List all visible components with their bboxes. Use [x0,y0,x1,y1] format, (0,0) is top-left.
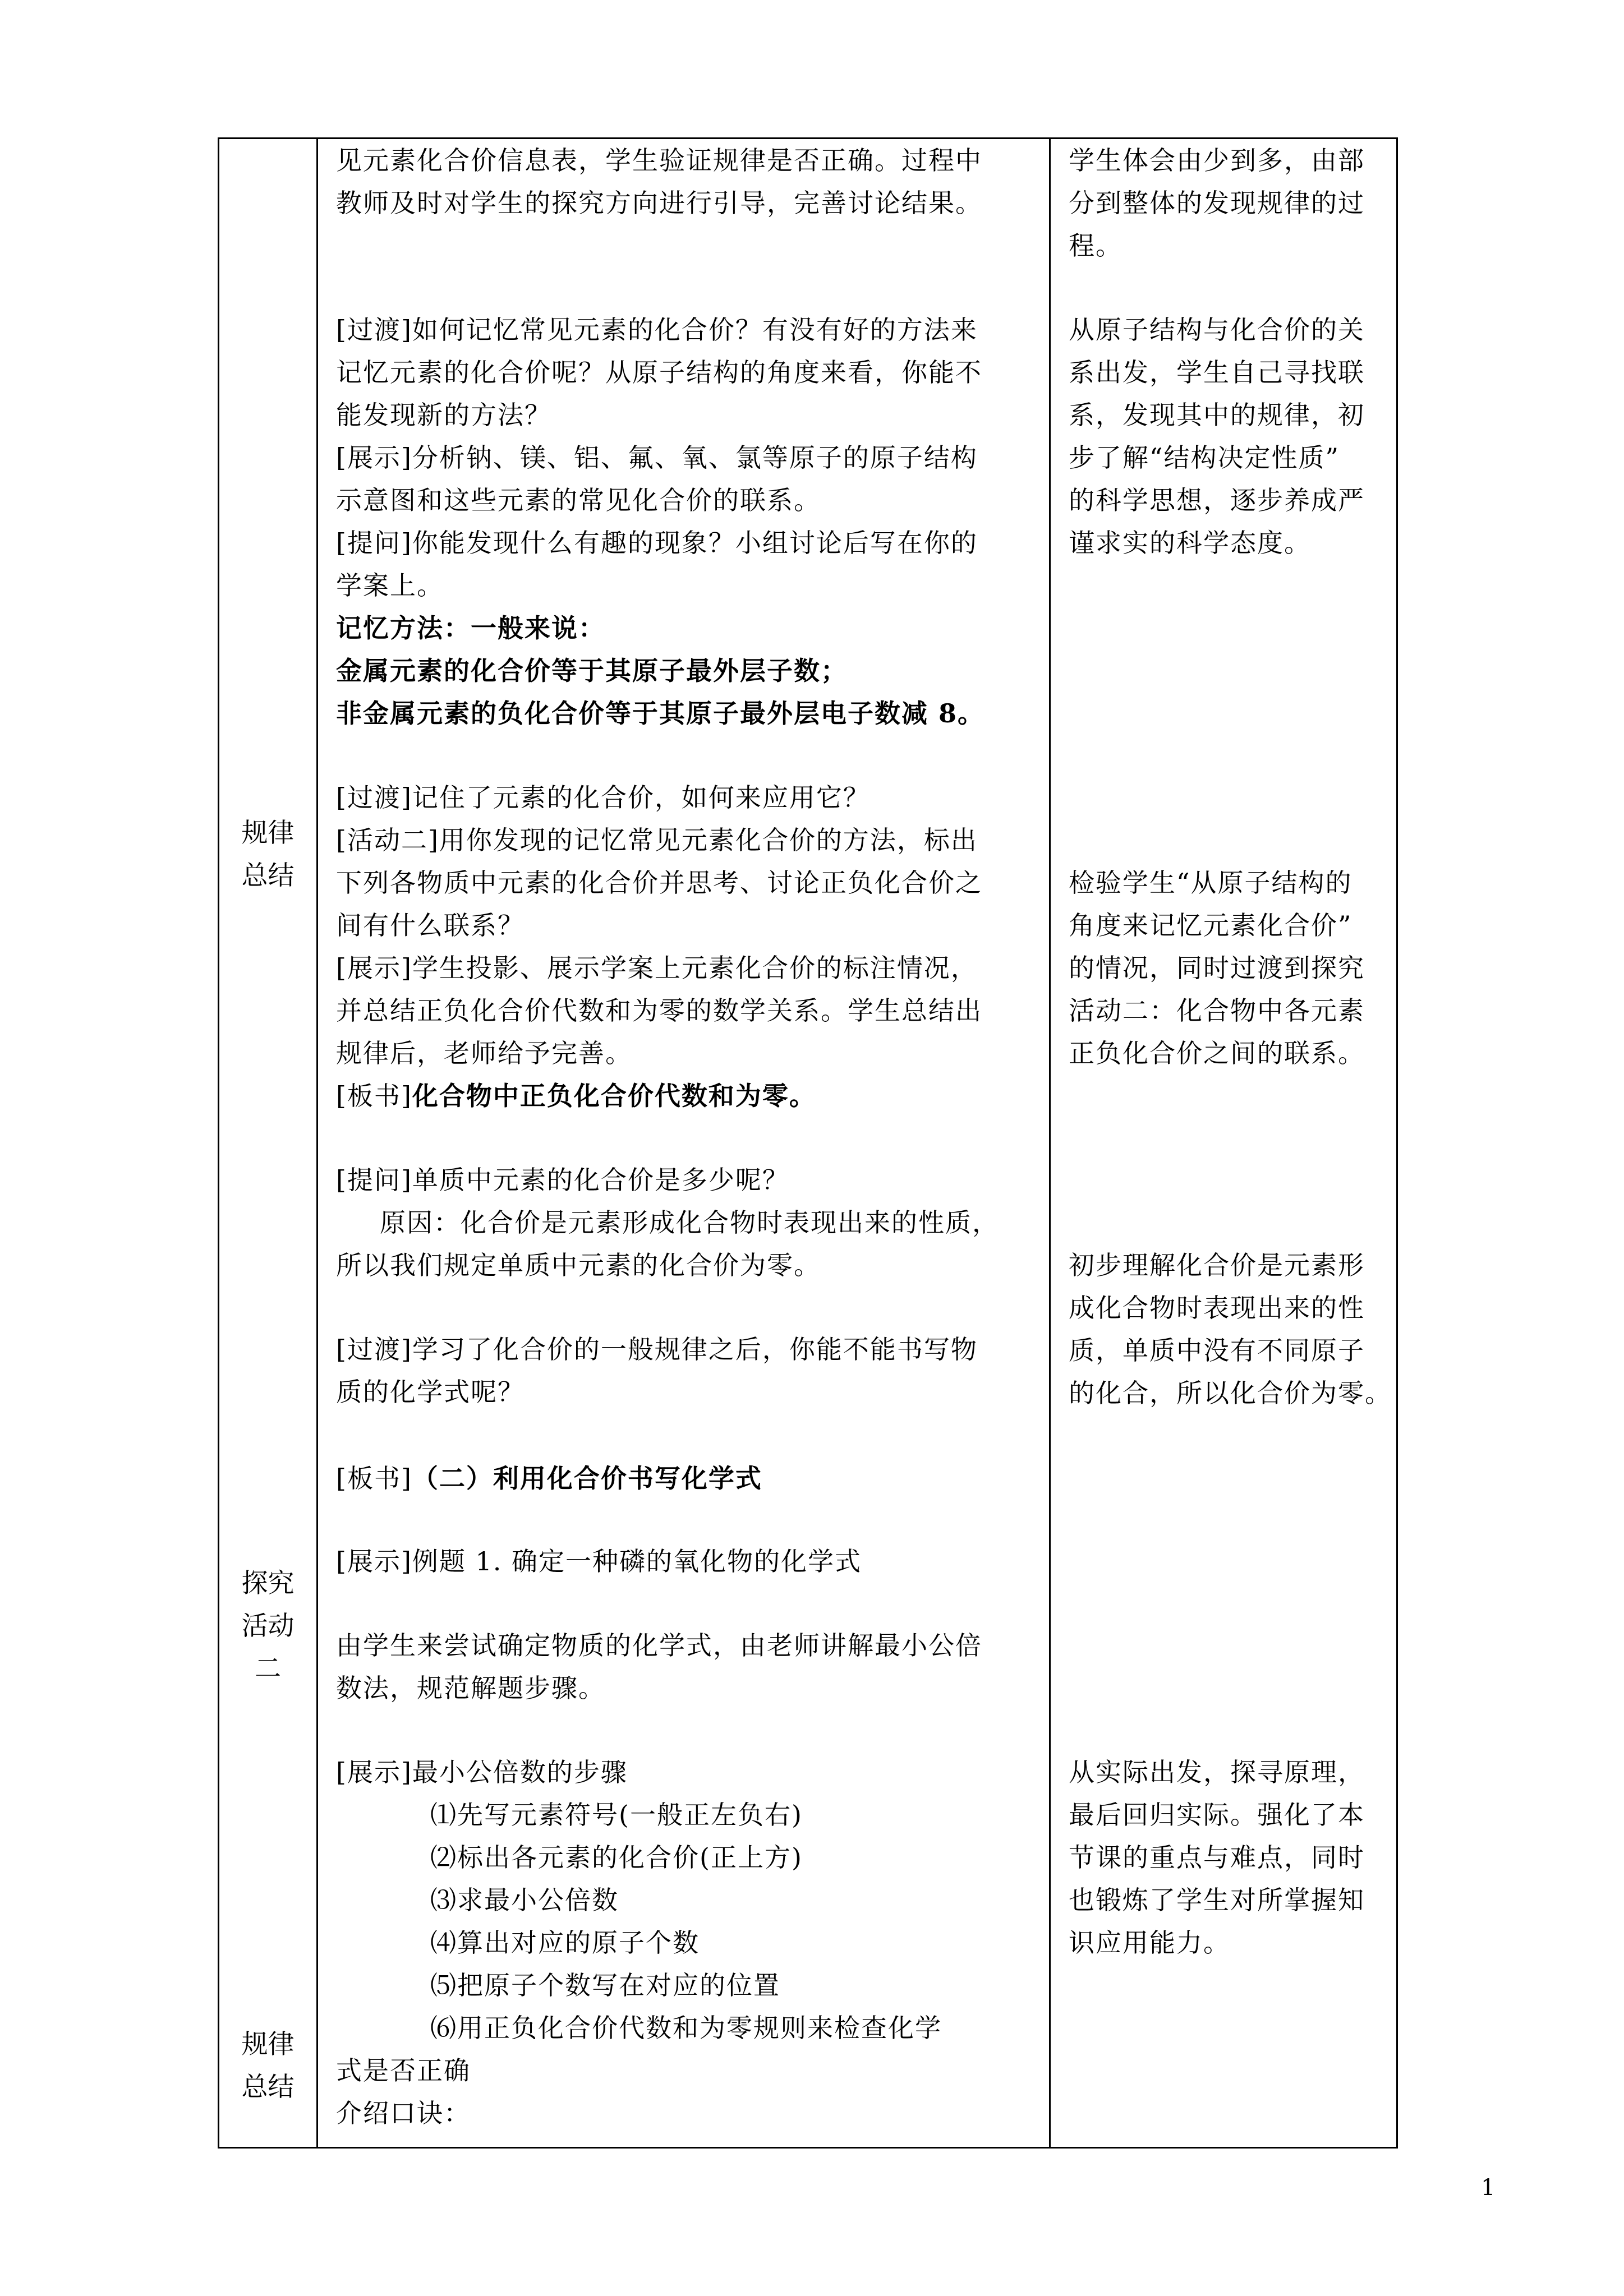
note-line: 初步理解化合价是元素形 [1069,1250,1365,1280]
note-line: 系，发现其中的规律，初 [1069,400,1365,430]
main-line: 能发现新的方法？ [336,400,551,430]
note-line: 学生体会由少到多，由部 [1069,145,1365,176]
label-rule-summary-2a: 规律 [241,2029,295,2060]
memory-method-rule-2: 非金属元素的负化合价等于其原子最外层电子数减 8。 [336,698,985,729]
step-item: ⑸把原子个数写在对应的位置 [430,1970,780,2000]
lesson-plan-table [218,137,1398,2149]
main-line: [活动二]用你发现的记忆常见元素化合价的方法，标出 [336,825,978,855]
note-line: 步了解“结构决定性质” [1069,442,1340,473]
blackboard-tag: [板书] [336,1463,412,1493]
note-line: 质，单质中没有不同原子 [1069,1335,1365,1366]
main-line: 由学生来尝试确定物质的化学式，由老师讲解最小公倍 [336,1630,982,1661]
label-explore-2: 活动 [241,1611,295,1642]
note-line: 从原子结构与化合价的关 [1069,315,1365,345]
teaching-process-column [318,139,1050,2148]
main-line: [过渡]如何记忆常见元素的化合价？有没有好的方法来 [336,315,978,345]
note-line: 谨求实的科学态度。 [1069,528,1311,558]
blackboard-heading: （二）利用化合价书写化学式 [412,1463,762,1493]
label-rule-summary-2b: 总结 [241,2072,295,2103]
note-line: 也锻炼了学生对所掌握知 [1069,1885,1365,1915]
main-line: 介绍口诀： [336,2098,471,2128]
step-item: ⑵标出各元素的化合价(正上方) [430,1842,803,1873]
note-line: 识应用能力。 [1069,1928,1230,1958]
note-line: 活动二：化合物中各元素 [1069,995,1365,1026]
note-line: 的科学思想，逐步养成严 [1069,485,1365,515]
memory-method-heading: 记忆方法：一般来说： [336,613,605,643]
blackboard-line [336,1075,816,1117]
note-line: 角度来记忆元素化合价” [1069,910,1352,940]
step-item: ⑹用正负化合价代数和为零规则来检查化学 [430,2013,942,2043]
page-number: 1 [1481,2175,1496,2201]
main-line: 数法，规范解题步骤。 [336,1673,605,1703]
main-line: [提问]单质中元素的化合价是多少呢？ [336,1165,789,1195]
memory-method-rule-1: 金属元素的化合价等于其原子最外层子数； [336,656,848,686]
main-line: [过渡]学习了化合价的一般规律之后，你能不能书写物 [336,1334,978,1364]
note-line: 最后回归实际。强化了本 [1069,1800,1365,1830]
main-line: 见元素化合价信息表，学生验证规律是否正确。过程中 [336,145,982,176]
main-line: 学案上。 [336,570,444,601]
note-line: 检验学生“从原子结构的 [1069,868,1352,898]
step-item: ⑴先写元素符号(一般正左负右) [430,1800,803,1830]
note-line: 程。 [1069,230,1122,261]
main-line: 所以我们规定单质中元素的化合价为零。 [336,1250,821,1280]
main-line: 式是否正确 [336,2055,471,2086]
main-line: [展示]分析钠、镁、铝、氟、氧、氯等原子的原子结构 [336,442,978,473]
blackboard-rule: 化合物中正负化合价代数和为零。 [412,1081,816,1111]
main-line: 原因：化合价是元素形成化合物时表现出来的性质， [380,1207,999,1238]
main-line: [展示]最小公倍数的步骤 [336,1757,628,1787]
main-line: 质的化学式呢？ [336,1377,525,1407]
label-rule-summary-1b: 总结 [241,860,295,891]
note-line: 节课的重点与难点，同时 [1069,1842,1365,1873]
design-intent-column [1050,139,1397,2148]
main-line: [展示]学生投影、展示学案上元素化合价的标注情况， [336,953,978,983]
main-line: 间有什么联系？ [336,910,525,940]
section-label-column [219,139,318,2148]
main-line: [过渡]记住了元素的化合价，如何来应用它？ [336,782,870,813]
main-line: 示意图和这些元素的常见化合价的联系。 [336,485,821,515]
step-item: ⑷算出对应的原子个数 [430,1928,700,1958]
main-line: 教师及时对学生的探究方向进行引导，完善讨论结果。 [336,188,982,218]
main-line: 下列各物质中元素的化合价并思考、讨论正负化合价之 [336,868,982,898]
note-line: 的情况，同时过渡到探究 [1069,953,1365,983]
note-line: 的化合，所以化合价为零。 [1069,1378,1392,1408]
label-explore-3: 二 [255,1653,281,1684]
label-explore-1: 探究 [241,1568,295,1599]
main-line: 记忆元素的化合价呢？从原子结构的角度来看，你能不 [336,357,982,388]
note-line: 分到整体的发现规律的过 [1069,188,1365,218]
main-line: 规律后，老师给予完善。 [336,1038,632,1068]
note-line: 系出发，学生自己寻找联 [1069,357,1365,388]
note-line: 从实际出发，探寻原理， [1069,1757,1365,1787]
main-line: 并总结正负化合价代数和为零的数学关系。学生总结出 [336,995,982,1026]
note-line: 正负化合价之间的联系。 [1069,1038,1365,1068]
main-line: [提问]你能发现什么有趣的现象？小组讨论后写在你的 [336,528,978,558]
blackboard-tag: [板书] [336,1081,412,1111]
blackboard-line-2 [336,1457,762,1500]
note-line: 成化合物时表现出来的性 [1069,1293,1365,1323]
step-item: ⑶求最小公倍数 [430,1885,619,1915]
main-line: [展示]例题 1. 确定一种磷的氧化物的化学式 [336,1546,862,1576]
label-rule-summary-1a: 规律 [241,818,295,849]
